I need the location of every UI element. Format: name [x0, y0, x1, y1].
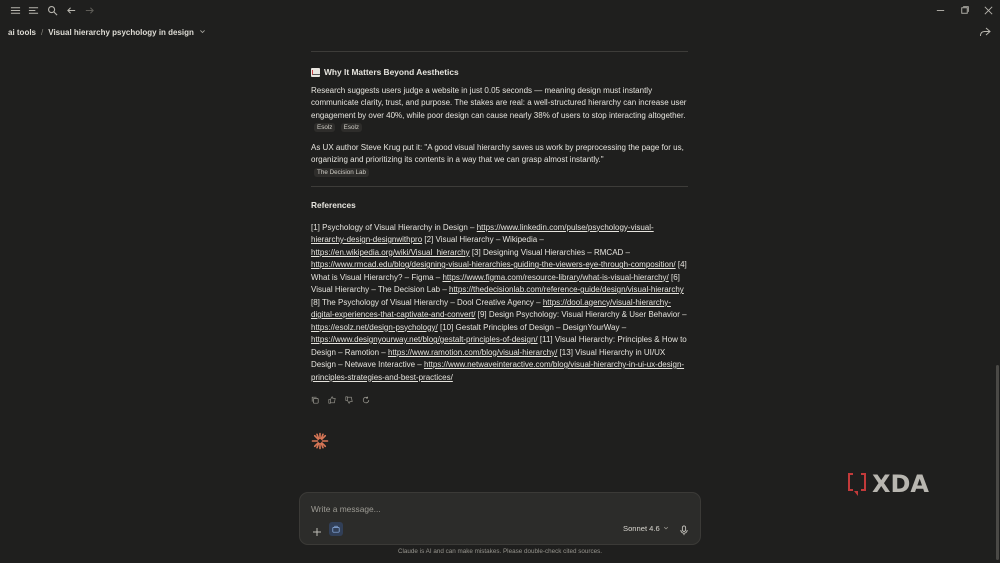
- references-list: [311, 222, 688, 385]
- breadcrumb-project[interactable]: ai tools: [8, 27, 37, 37]
- claude-spark-icon: [311, 432, 329, 450]
- reference-text: [10] Gestalt Principles of Design – DesignYourWay –: [437, 322, 627, 332]
- arrow-right-icon[interactable]: [82, 3, 96, 17]
- breadcrumb: [8, 24, 206, 40]
- xda-watermark: [846, 470, 940, 498]
- search-icon[interactable]: [45, 3, 59, 17]
- chevron-down-icon[interactable]: [199, 28, 206, 37]
- paragraph: [311, 142, 688, 180]
- sidebar-icon[interactable]: [26, 3, 40, 17]
- disclaimer: Claude is AI and can make mistakes. Please double-check cited sources.: [397, 548, 603, 555]
- reference-link[interactable]: https://www.linkedin.com/pulse/psychology-visual-hierarchy-design-designwithpro: [311, 222, 654, 244]
- reference-link[interactable]: https://www.netwaveinteractive.com/blog/visual-hierarchy-in-ui-ux-design-principles-strategies-and-best-practices/: [311, 360, 685, 382]
- citation-chip[interactable]: Esolz: [314, 123, 335, 132]
- close-icon[interactable]: [981, 3, 995, 17]
- section-heading-text: Why It Matters Beyond Aesthetics: [324, 67, 459, 77]
- divider: [311, 186, 688, 187]
- tools-button[interactable]: [329, 522, 343, 536]
- thumbs-down-icon[interactable]: [345, 396, 353, 404]
- share-icon[interactable]: [979, 25, 991, 37]
- reference-link[interactable]: https://www.designyourway.net/blog/gestalt-principles-of-design/: [311, 335, 538, 344]
- divider: [311, 51, 688, 52]
- message-content: [311, 40, 688, 404]
- reference-link[interactable]: https://dool.agency/visual-hierarchy-digital-experiences-that-captivate-and-convert/: [311, 297, 671, 319]
- reference-link[interactable]: https://www.figma.com/resource-library/what-is-visual-hierarchy/: [442, 272, 669, 282]
- reference-text: [3] Designing Visual Hierarchies – RMCAD –: [469, 247, 630, 257]
- message-actions: [311, 396, 688, 404]
- message-composer: [299, 492, 701, 545]
- arrow-left-icon[interactable]: [64, 3, 78, 17]
- reference-text: [9] Design Psychology: Visual Hierarchy & User Behavior –: [475, 310, 687, 319]
- chevron-down-icon: [663, 525, 669, 533]
- references-heading: References: [311, 200, 356, 210]
- breadcrumb-separator: /: [41, 27, 44, 37]
- reference-text: [6] Visual Hierarchy – The Decision Lab –: [311, 272, 680, 294]
- minimize-icon[interactable]: [933, 3, 947, 17]
- model-selector[interactable]: [623, 524, 669, 533]
- scrollbar[interactable]: [996, 365, 999, 560]
- maximize-icon[interactable]: [957, 3, 971, 17]
- reference-text: [1] Psychology of Visual Hierarchy in Design –: [311, 222, 477, 232]
- citation-chip[interactable]: The Decision Lab: [314, 168, 369, 177]
- hamburger-icon[interactable]: [8, 3, 22, 17]
- mic-icon[interactable]: [679, 523, 689, 534]
- copy-icon[interactable]: [311, 396, 319, 404]
- reference-link[interactable]: https://thedecisionlab.com/reference-guide/design/visual-hierarchy: [449, 285, 684, 294]
- section-heading: [311, 66, 688, 79]
- citation-chip[interactable]: Esolz: [341, 123, 362, 132]
- reference-text: [8] The Psychology of Visual Hierarchy – Dool Creative Agency –: [311, 297, 543, 307]
- chart-emoji-icon: [311, 68, 320, 77]
- plus-icon[interactable]: [312, 524, 322, 534]
- briefcase-icon: [332, 525, 340, 533]
- reference-text: [13] Visual Hierarchy in UI/UX Design – Netwave Interactive –: [311, 347, 666, 369]
- model-name: Sonnet 4.6: [623, 524, 660, 533]
- paragraph-text: As UX author Steve Krug put it: "A good visual hierarchy saves us work by preprocessing the page for us, organizing and prioritizing its contents in a way that we can grasp almost instantly.": [311, 142, 684, 164]
- reference-text: [11] Visual Hierarchy: Principles & How to Design – Ramotion –: [311, 335, 687, 357]
- paragraph-text: Research suggests users judge a website in just 0.05 seconds — meaning design must instantly communicate clarity, trust, and purpose. The stakes are real: a well-structured hierarchy can increase user engagement by over 40%, while poor design can cause nearly 38% of users to stop interacting altogether.: [311, 85, 687, 120]
- reference-link[interactable]: https://en.wikipedia.org/wiki/Visual_hierarchy: [311, 247, 470, 257]
- title-bar: [0, 0, 1000, 20]
- paragraph: [311, 85, 688, 135]
- reference-link[interactable]: https://www.rmcad.edu/blog/designing-visual-hierarchies-guiding-the-viewers-eye-through-composition/: [311, 260, 676, 269]
- reference-link[interactable]: https://www.ramotion.com/blog/visual-hierarchy/: [387, 347, 558, 357]
- conversation-title[interactable]: Visual hierarchy psychology in design: [48, 27, 194, 37]
- xda-logo-icon: [846, 471, 868, 497]
- reference-text: [4] What is Visual Hierarchy? – Figma –: [311, 260, 687, 282]
- retry-icon[interactable]: [362, 396, 370, 404]
- thumbs-up-icon[interactable]: [328, 396, 336, 404]
- message-input[interactable]: Write a message...: [311, 504, 381, 514]
- reference-link[interactable]: https://esolz.net/design-psychology/: [311, 322, 438, 332]
- watermark-text: XDA: [872, 470, 929, 498]
- reference-text: [2] Visual Hierarchy – Wikipedia –: [422, 235, 544, 244]
